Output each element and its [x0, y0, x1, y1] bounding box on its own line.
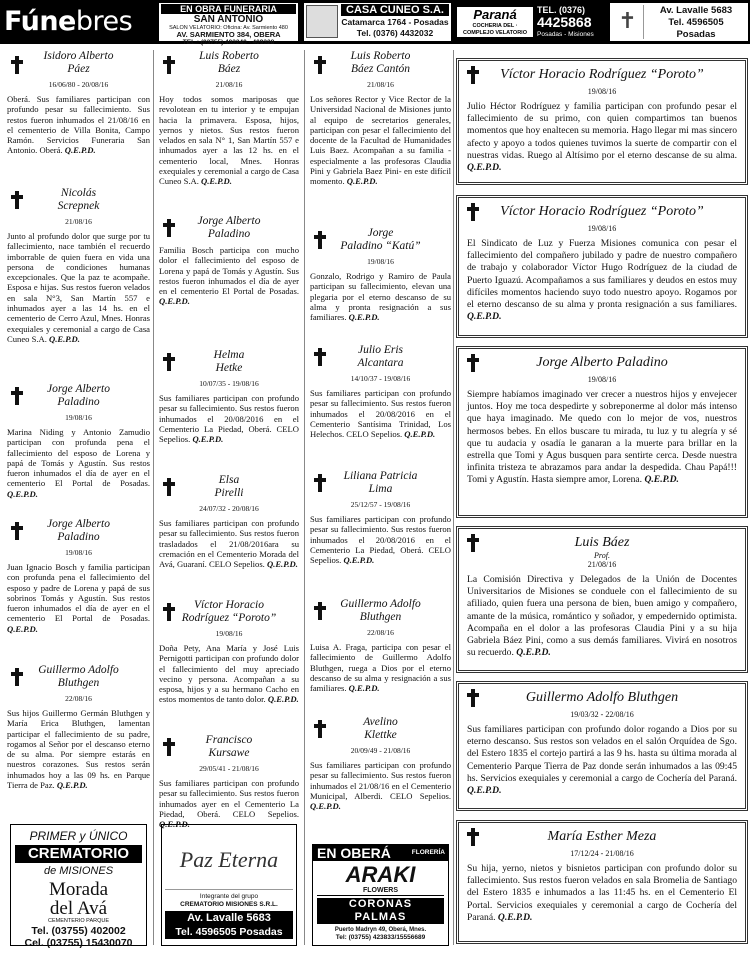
obituary-name: Elsa Pirelli — [214, 474, 244, 499]
paz-eterna-logo: Paz Eterna — [165, 828, 293, 890]
obituary-text: Sus familiares participan con profundo pesar su fallecimiento. Sus restos fueron inhumados ayer en el Cementerio La Piedad, Oberá. CELO Sepelios. Q.E.P.D. — [159, 778, 299, 830]
obituary-text: La Comisión Directiva y Delegados de la Unión de Docentes Universitarios de Misiones se conduele con el fallecimiento de su afiliado, quien fuera una persona de bien, buen amigo y compañero, amante de la música, romántico y soñador, y empedernido optimista. Acompaña en el dolor a las profesoras Claudia Pini y a su hija Gabriela Báez Pini, como a sus demás familiares. Vivirá en nosotros su recuerdo. Q.E.P.D. — [467, 574, 737, 659]
section-title: Fúnebres — [4, 6, 133, 37]
obituary-text: Sus familiares participan con profundo pesar su fallecimiento. Sus restos fueron trasladados el 21/08/2016ara su cremación en el Cementerio Morada del Avá, Guaraní. CELO Sepelios. Q.E.P.D. — [159, 518, 299, 570]
cross-icon — [467, 534, 479, 552]
obituary-item — [310, 470, 451, 565]
obituary-date: 29/05/41 - 21/08/16 — [199, 764, 259, 773]
obituary-text: El Sindicato de Luz y Fuerza Misiones comunica con pesar el fallecimiento del compañero jubilado y padre de nuestro compañero de trabajo y colaborador Víctor Hugo Rodríguez de la ciudad de Puerto Iguazú. Acompañamos a sus familiares y deudos en estos muy difíciles momentos haciendo suyo todo nuestro apoyo. Rogamos por el eterno descanso de su alma y pronta resignación a sus familiares. Q.E.P.D. — [467, 238, 737, 323]
obituary-text: Sus familiares participan con profundo pesar su fallecimiento. Sus restos fueron inhumados el 20/08/2016 en el Cementerio La Piedad, Oberá. CELO Sepelios. Q.E.P.D. — [159, 393, 299, 445]
cross-icon — [11, 387, 23, 405]
obituary-text: Juan Ignacio Bosch y familia participan con profunda pena el fallecimiento del esposo y padre de Lorena y papá de sus sobrinos Tomás y Agustín. Sus restos fueron inhumados el día de ayer en el cementerio El Portal de Posadas. Q.E.P.D. — [7, 562, 150, 634]
obituary-name: Víctor Horacio Rodríguez “Poroto” — [500, 204, 704, 219]
obituary-text: Siempre habíamos imaginado ver crecer a nuestros hijos y envejecer juntos. Hoy me toca despedirte y sobreponerme al dolor más intenso que haya imaginado. Me quedo con lo mejor de vos, nuestros hermosos bebes. En ellos buscare tu mirada, tu luz y tu alegría y sé que tu audacia y osadía le ganaran a la muerte para brillar en la estrella que Tomi y Agus busquen para sentirte cerca. Desde nuestra infinita tristeza te abrazamos para andar la despedida. Chau Papá!!! Tomi y Agustín. Hasta siempre amor, Lorena. Q.E.P.D. — [467, 389, 737, 486]
obituary-name: Jorge Alberto Paladino — [536, 355, 668, 370]
obituary-text: Sus familiares participan con profundo dolor rogando a Dios por su eterno descanso. Sus restos son velados en el salón Orquídea de Sgo. del Estero 1835 el cortejo partirá a las 9 hs. hasta su última morada al Cementerio Parque Tierra de Paz donde serán inhumados a las 09:45 hs. Servicios exequiales y ceremonial a cargo de Cochería del Paraná. Q.E.P.D. — [467, 724, 737, 797]
cross-icon — [11, 522, 23, 540]
ad-line: EN OBERÁ FLORERÍA — [313, 845, 448, 861]
obituary-date: 21/08/16 — [215, 80, 243, 89]
obituary-text: Marina Niding y Antonio Zamudio participan con profunda pena el fallecimiento del esposo de Lorena y papá de Tomás y Agustín. Sus restos fueron inhumados el día de ayer en el cementerio El Portal de Posadas. Q.E.P.D. — [7, 427, 150, 499]
obituary-item — [159, 734, 299, 829]
obituary-text: Luisa A. Fraga, participa con pesar el fallecimiento de Guillermo Adolfo Bluthgen, ruega a Dios por el eterno descanso de su alma y resignación a sus familiares. Q.E.P.D. — [310, 642, 451, 694]
ad-cocheria-parana[interactable] — [455, 3, 606, 41]
obituary-box — [456, 681, 748, 811]
ad-line: AV. SARMIENTO 384, OBERA — [176, 30, 281, 39]
ad-casa-cuneo[interactable] — [304, 3, 451, 41]
cross-icon — [163, 56, 175, 74]
obituary-text: Junto al profundo dolor que surge por tu fallecimiento, nace también el recuerdo imborrable de quien fuera en vida una persona de condiciones humanas excepcionales. Que la paz te acompañe. Esposa e hijas. Sus restos fueron velados en sala N°3, San Martín 557 e inhumados ayer a las 14 hs. en el cementerio de Cerro Azul, Mnes. Honras exequiales y ceremonial a cargo de Casa Cuneo S.A. Q.E.P.D. — [7, 231, 150, 344]
obituary-text: Sus hijos Guillermo Germán Bluthgen y María Erica Bluthgen, lamentan participar el fallecimiento de su padre, rogamos al Señor por el descanso eterno de su alma. Por siempre estarás en nuestros corazones. Sus restos serán inhumados hoy a las 09 hs. en Parque Tierra de Paz. Q.E.P.D. — [7, 708, 150, 791]
obituary-text: Julio Héctor Rodríguez y familia participan con profundo pesar el fallecimiento de su primo, con quien compartimos tan buenos momentos que hoy enaltecen su memoria. Hago llegar mi mas sincero afecto y apoyo a todos quienes tuvimos la suerte de compartir con el nuestras vidas. Ruego al Altísimo por el eterno descanse de su alma. Q.E.P.D. — [467, 101, 737, 174]
obituary-text: Sus familiares participan con profundo pesar su fallecimiento. Sus restos fueron inhumados el 20/08/2016 en el Cementerio Santísima Trinidad, Los Helechos. CELO Sepelios. Q.E.P.D. — [310, 388, 451, 440]
cross-icon — [314, 231, 326, 249]
ad-address: Catamarca 1764 - Posadas — [341, 17, 449, 27]
ad-line: TEL.: (03755) 403240 - 409328 — [182, 39, 275, 46]
cross-icon — [467, 354, 479, 372]
column-divider — [153, 50, 154, 945]
obituary-name: Guillermo Adolfo Bluthgen — [340, 598, 421, 623]
obituary-date: 22/08/16 — [65, 694, 92, 703]
ad-crematorio-morada-del-ava[interactable] — [10, 824, 147, 949]
obituary-item — [159, 349, 299, 444]
obituary-item — [310, 227, 451, 322]
obituary-text: Sus familiares participan con profundo pesar su fallecimiento. Sus restos fueron inhumados el 20/08/2016 en el Cementerio La Piedad, Oberá. CELO Sepelios. Q.E.P.D. — [310, 514, 451, 566]
obituary-box — [456, 58, 748, 185]
ad-line: CREMATORIO — [15, 845, 142, 863]
obituary-date: 19/08/16 — [65, 413, 92, 422]
obituary-date: 14/10/37 - 19/08/16 — [350, 374, 411, 383]
obituary-text: Familia Bosch participa con mucho dolor el fallecimiento del esposo de Lorena y papá de Tomás y Agustín. Sus restos fueron inhumados el día de ayer en el cementerio El Portal de Posadas. Q.E.P.D. — [159, 245, 299, 307]
ad-address: Puerto Madryn 49, Oberá, Mnes. — [334, 927, 427, 933]
column-divider — [304, 50, 305, 945]
cross-icon — [11, 668, 23, 686]
obituary-name: Helma Hetke — [213, 349, 245, 374]
cross-icon — [314, 474, 326, 492]
araki-logo: ARAKI FLOWERS — [317, 863, 444, 896]
obituary-date: 19/08/16 — [587, 224, 617, 233]
obituary-box — [456, 346, 748, 518]
ad-line: EN OBRA FUNERARIA — [161, 4, 296, 14]
ad-phone: Cel. (03755) 15430070 — [24, 937, 133, 949]
obituary-name: María Esther Meza — [547, 829, 657, 844]
obituary-name: Liliana Patricia Lima — [343, 470, 418, 495]
cross-icon — [467, 66, 479, 84]
obituary-date: 22/08/16 — [367, 628, 394, 637]
ad-city: Posadas — [676, 29, 716, 40]
obituary-name: Guillermo Adolfo Bluthgen — [525, 690, 679, 705]
ad-line: CEMENTERIO PARQUE — [47, 918, 109, 924]
obituary-item — [159, 599, 299, 705]
obituary-name: Jorge Alberto Paladino — [47, 518, 110, 543]
ad-phone: Tel. (03755) 402002 — [31, 925, 126, 937]
ad-line: CORONAS — [317, 898, 444, 911]
obituary-date: 21/08/16 — [587, 560, 617, 569]
cross-icon — [163, 353, 175, 371]
cross-icon — [314, 602, 326, 620]
obituary-date: 16/06/80 - 20/08/16 — [48, 80, 109, 89]
obituary-box — [456, 195, 748, 338]
obituary-text: Los señores Rector y Vice Rector de la Universidad Nacional de Misiones junto al equipo de secretarios generales, participan con pesar el fallecimiento del docente de la Facultad de Humanidades Luis Baez. Acompañan a su familia - especialmente a las profesoras Claudia Pini y Gabriela Baez Pini- en este difícil momento. Q.E.P.D. — [310, 94, 451, 187]
cross-icon — [314, 720, 326, 738]
obituary-name: Luis Báez Prof. — [574, 535, 630, 560]
obituary-item — [310, 598, 451, 693]
obituary-date: 21/08/16 — [367, 80, 394, 89]
cross-icon — [163, 603, 175, 621]
obituary-box — [456, 526, 748, 673]
obituary-name: Julio Eris Alcantara — [357, 344, 404, 369]
obituary-date: 19/08/16 — [65, 548, 92, 557]
obituary-item — [159, 474, 299, 569]
ad-tel-label: TEL. (0376) — [537, 5, 586, 15]
cross-icon — [467, 689, 479, 707]
ad-phone: Tel. 4596505 — [668, 17, 724, 28]
cross-icon — [467, 828, 479, 846]
obituary-name: Francisco Kursawe — [205, 734, 253, 759]
obituary-name: Avelino Klettke — [363, 716, 398, 741]
obituary-date: 21/08/16 — [65, 217, 92, 226]
cross-icon — [467, 203, 479, 221]
cross-icon — [11, 56, 23, 74]
obituary-name: Isidoro Alberto Páez — [43, 50, 114, 75]
obituary-name: Nicolás Screpnek — [57, 187, 100, 212]
ad-lavalle[interactable] — [610, 3, 748, 41]
obituary-name: Jorge Alberto Paladino — [47, 383, 110, 408]
obituary-date: 19/03/32 - 22/08/16 — [570, 710, 634, 719]
obituary-date: 19/08/16 — [587, 375, 617, 384]
ad-paz-eterna[interactable] — [161, 824, 297, 946]
obituary-text: Sus familiares participan con profundo pesar su fallecimiento. Sus restos fueron inhumados el 21/08/16 en el Cementerio Municipal, Alberdi. CELO Sepelios. Q.E.P.D. — [310, 760, 451, 812]
obituary-item — [7, 187, 150, 344]
dove-icon: ✝ — [612, 5, 644, 39]
ad-line: CREMATORIO MISIONES S.R.L. — [180, 901, 278, 908]
obituary-text: Gonzalo, Rodrigo y Ramiro de Paula participan su fallecimiento, elevan una plegaria por el eterno descanso de su alma y pronta resignación a sus familiares. Q.E.P.D. — [310, 271, 451, 323]
ad-line: del Avá — [49, 898, 108, 919]
obituary-item — [7, 50, 150, 156]
cross-icon — [163, 478, 175, 496]
obituary-box — [456, 820, 748, 944]
obituary-item — [7, 383, 150, 499]
ad-line: PRIMER y ÚNICO — [29, 829, 128, 843]
obituary-item — [310, 344, 451, 439]
ad-phone: 4425868 — [537, 14, 592, 30]
ad-line: Morada — [48, 879, 109, 900]
ad-line: de MISIONES — [43, 865, 114, 877]
obituary-date: 19/08/16 — [367, 257, 394, 266]
ad-line: SAN ANTONIO — [193, 14, 264, 25]
ad-floreria-araki[interactable] — [312, 844, 449, 946]
obituary-item — [7, 664, 150, 790]
cross-icon — [314, 348, 326, 366]
obituary-date: 25/12/57 - 19/08/16 — [350, 500, 411, 509]
cross-icon — [11, 191, 23, 209]
ad-name: CASA CUNEO S.A. — [341, 4, 449, 16]
obituary-date: 19/08/16 — [587, 87, 617, 96]
obituary-name: Víctor Horacio Rodríguez “Poroto” — [181, 599, 277, 624]
obituary-text: Doña Pety, Ana María y José Luis Pernigotti participan con profundo dolor el fallecimiento del muy apreciado vecino y persona. Acompañan a su esposa, hijos y a su hermano Cacho en estos momentos de tanto dolor. Q.E.P.D. — [159, 643, 299, 705]
obituary-date: 20/09/49 - 21/08/16 — [350, 746, 411, 755]
obituary-name: Guillermo Adolfo Bluthgen — [38, 664, 119, 689]
cross-icon — [314, 56, 326, 74]
cross-icon — [163, 738, 175, 756]
obituary-item — [159, 215, 299, 307]
ad-address: Av. Lavalle 5683 — [659, 5, 733, 16]
obituary-text: Hoy todos somos mariposas que revolotean en tu interior y te empujan hacia la primavera. Esposa, hijos, yernos y nietos. Sus restos fueron velados en sala N° 1, San Martín 557 e inhumados ayer a las 12 hs. en el cementerio local, Mnes. Honras exequiales y ceremonial a cargo de Casa Cuneo S.A. Q.E.P.D. — [159, 94, 299, 187]
cross-icon — [163, 219, 175, 237]
obituary-name: Víctor Horacio Rodríguez “Poroto” — [500, 67, 704, 82]
obituary-name: Luis Roberto Báez — [199, 50, 259, 75]
parana-logo: Paraná COCHERIA DEL · COMPLEJO VELATORIO — [457, 7, 533, 37]
crest-icon — [306, 5, 338, 38]
obituary-item — [310, 50, 451, 187]
obituary-item — [7, 518, 150, 634]
ad-location: Posadas - Misiones — [537, 31, 594, 38]
obituary-text: Oberá. Sus familiares participan con profundo pesar su fallecimiento. Sus restos fueron inhumados el 21/08/16 en el cementerio de Villa Bonita, Campo Ramón. Servicios Funeraria San Antonio. Oberá. Q.E.P.D. — [7, 94, 150, 156]
obituary-date: 19/08/16 — [215, 629, 243, 638]
ad-line: SALON VELATORIO: Oficina: Av. Sarmiento 480 — [169, 25, 288, 31]
column-divider — [453, 50, 454, 945]
obituary-name: Jorge Alberto Paladino — [197, 215, 261, 240]
obituary-text: Su hija, yerno, nietos y bisnietos participan con profundo dolor su fallecimiento. Sus restos fueron velados en sala Bromelia de Santiago del Estero 1835 e inhumados a las 11:45 hs. en el Cementerio El Portal. Servicios exequiales y ceremonial a cargo de Cochería del Paraná. Q.E.P.D. — [467, 863, 737, 923]
ad-address: Av. Lavalle 5683 — [165, 911, 293, 925]
obituary-name: Jorge Paladino “Katú” — [340, 227, 421, 252]
ad-line: Integrante del grupo — [199, 893, 259, 900]
ad-phone: Tel. 4596505 Posadas — [165, 925, 293, 939]
obituary-item — [159, 50, 299, 187]
ad-phone: Tel. (0376) 4432032 — [356, 28, 434, 38]
obituary-name: Luis Roberto Báez Cantón — [350, 50, 411, 75]
obituary-date: 10/07/35 - 19/08/16 — [199, 379, 259, 388]
obituary-date: 24/07/32 - 20/08/16 — [199, 504, 259, 513]
ad-phone: Tel: (03755) 423833/15556689 — [335, 934, 426, 941]
obituary-date: 17/12/24 - 21/08/16 — [570, 849, 634, 858]
obituary-item — [310, 716, 451, 811]
ad-line: PALMAS — [317, 911, 444, 924]
page-header — [0, 0, 750, 44]
ad-funeraria-san-antonio[interactable] — [159, 3, 298, 46]
